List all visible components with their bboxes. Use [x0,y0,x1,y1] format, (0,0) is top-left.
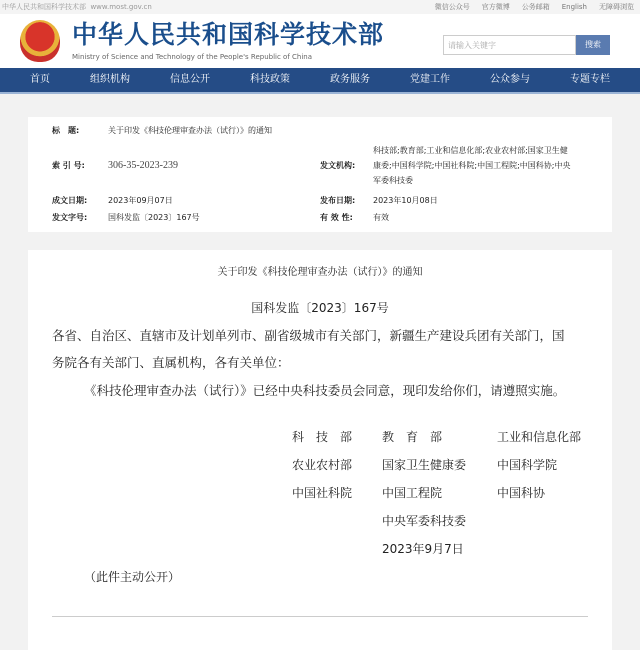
nav-info-disclosure[interactable]: 信息公开 [170,74,210,85]
divider [52,616,588,617]
issuer-value [373,142,612,190]
index-value: 306-35-2023-239 [108,160,178,171]
nav-topics[interactable]: 专题专栏 [570,74,610,85]
issuer-value-1: 科技部;教育部;工业和信息化部;农业农村部;国家卫生健 [373,146,568,155]
signer: 工业和信息化部 [497,430,582,444]
accessibility-link[interactable]: 无障碍浏览 [599,3,634,11]
recipients-line-2: 务院各有关部门、直属机构，各有关单位： [52,355,290,370]
date-value: 2023年09月07日 [108,196,173,205]
signer: 中国科学院 [497,458,558,472]
header [0,14,640,68]
doc-heading: 关于印发《科技伦理审查办法（试行）》的通知 [217,267,423,278]
metadata-table [28,117,612,232]
recipients-line-1: 各省、自治区、直辖市及计划单列市、副省级城市有关部门，新疆生产建设兵团有关部门，国 [52,328,565,343]
search-button[interactable]: 搜索 [576,35,610,55]
wechat-link[interactable]: 微信公众号 [434,3,470,11]
doc-number: 国科发监〔2023〕167号 [251,301,389,315]
signer: 农业农村部 [292,458,353,472]
title-label: 标 题: [52,126,80,135]
nav-party[interactable]: 党建工作 [410,74,450,85]
valid-label: 有 效 性: [320,213,353,222]
national-emblem-icon [20,20,60,62]
date-label: 成文日期: [52,196,88,205]
email-link[interactable]: 公务邮箱 [521,3,550,11]
nav-services[interactable]: 政务服务 [330,74,370,85]
site-url: www.most.gov.cn [90,3,152,11]
issuer-value-3: 军委科技委 [373,176,413,185]
nav-home[interactable]: 首页 [30,74,50,85]
signer: 科 技 部 [292,430,353,444]
pub-label: 发布日期: [320,196,356,205]
nav-public[interactable]: 公众参与 [490,74,530,85]
main-nav [0,68,640,94]
issuer-value-2: 康委;中国科学院;中国社科院;中国工程院;中国科协;中央 [373,161,571,170]
signer: 中央军委科技委 [382,514,467,528]
top-bar [0,0,640,14]
site-name: 中华人民共和国科学技术部 [2,3,86,11]
nav-organization[interactable]: 组织机构 [90,74,130,85]
sign-date: 2023年9月7日 [382,542,464,556]
nav-policy[interactable]: 科技政策 [250,74,290,85]
issuer-label: 发文机构: [320,161,356,170]
num-value: 国科发监〔2023〕167号 [108,213,200,222]
index-label: 索 引 号: [52,161,85,170]
valid-value: 有效 [373,213,389,222]
num-label: 发文字号: [52,213,88,222]
signer: 教 育 部 [382,430,443,444]
document-body [28,250,612,650]
pub-value: 2023年10月08日 [373,196,438,205]
site-title[interactable]: 中华人民共和国科学技术部 [72,20,385,49]
disclosure-note: （此件主动公开） [84,570,181,584]
search-input[interactable]: 请输入关键字 [443,35,576,55]
weibo-link[interactable]: 官方微博 [481,3,510,11]
signer: 中国工程院 [382,486,443,500]
title-value: 关于印发《科技伦理审查办法（试行）》的通知 [108,126,272,135]
signer: 国家卫生健康委 [382,458,467,472]
signer: 中国社科院 [292,486,353,500]
signers [292,428,588,558]
english-link[interactable]: English [561,3,587,11]
signer: 中国科协 [497,486,546,500]
site-title-en: Ministry of Science and Technology of the People's Republic of China [72,53,313,61]
doc-paragraph: 《科技伦理审查办法（试行）》已经中央科技委员会同意，现印发给你们，请遵照实施。 [84,383,566,398]
